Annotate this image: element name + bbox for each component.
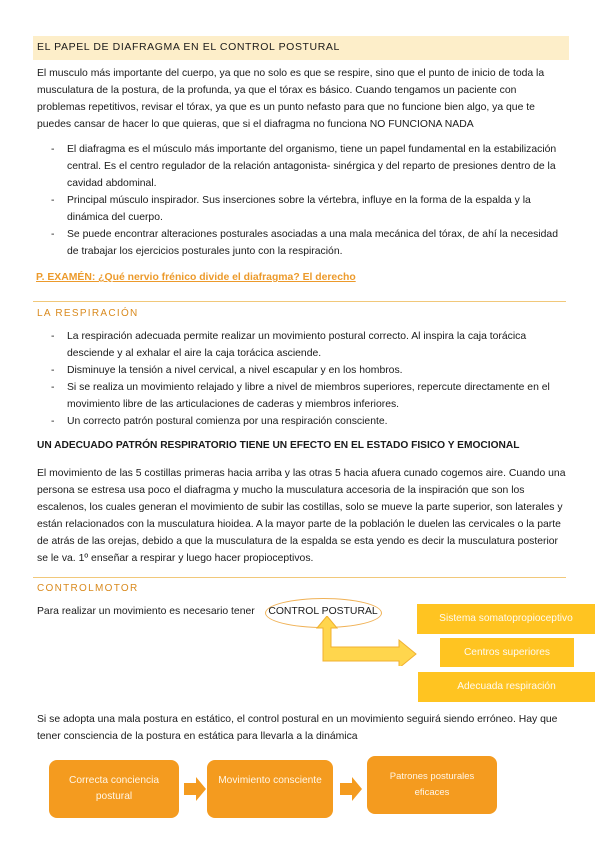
list-item: - Principal músculo inspirador. Sus inserciones sobre la vértebra, influye en la forma de la espalda y la dinámica del cuerpo. bbox=[37, 192, 565, 226]
flow-step-conscious-movement bbox=[207, 760, 333, 818]
flow-step-postural-awareness bbox=[49, 760, 179, 818]
section-header-diaphragm bbox=[33, 36, 569, 60]
flow-step-label: Patrones posturales eficaces bbox=[389, 771, 475, 798]
flow-step-label: Correcta conciencia postural bbox=[68, 775, 160, 802]
box-higher-centers: Centros superiores bbox=[440, 638, 574, 667]
breathing-effect-heading: UN ADECUADO PATRÓN RESPIRATORIO TIENE UN EFECTO EN EL ESTADO FISICO Y EMOCIONAL bbox=[37, 440, 520, 451]
list-item: - Disminuye la tensión a nivel cervical, a nivel escapular y en los hombros. bbox=[37, 362, 565, 379]
divider bbox=[33, 577, 566, 578]
arrow-right-icon bbox=[340, 777, 362, 801]
box-somatoproprioceptive: Sistema somatopropioceptivo bbox=[417, 604, 595, 634]
motor-control-intro: Para realizar un movimiento es necesario tener bbox=[37, 606, 255, 617]
postural-control-label: CONTROL POSTURAL bbox=[268, 606, 378, 617]
list-item: - Si se realiza un movimiento relajado y libre a nivel de miembros superiores, repercute directamente en el movimiento libre de las articulaciones de caderas y miembros inferiores. bbox=[37, 379, 565, 413]
bent-arrow-icon bbox=[300, 616, 420, 666]
breathing-paragraph: El movimiento de las 5 costillas primeras hacia arriba y las otras 5 hacia afuera cunado cogemos aire. Cuando una persona se estresa usa poco el diafragma y mucho la musculatura accesoria de la inspiración que son los escalenos, los cuales generan el movimiento de subir las costillas, solo se mueve la parte superior, son laterales y están relacionados con la musculatura hioidea. A la mayor parte de la población le duelen las cervicales o la parte de atrás de las orejas, debido a que la musculatura de la espalda se esta yendo es decir la musculatura posterior se le va. 1º enseñar a respirar y luego hacer propioceptivos. bbox=[37, 468, 566, 564]
list-item: - El diafragma es el músculo más importante del organismo, tiene un papel fundamental en la estabilización central. Es el centro regulador de la relación antagonista- sinérgica y del reparto de presiones dentro de la cavidad abdominal. bbox=[37, 141, 565, 192]
list-item: - Un correcto patrón postural comienza por una respiración consciente. bbox=[37, 413, 565, 430]
breathing-bullet-list bbox=[37, 328, 565, 430]
section-title-diaphragm: EL PAPEL DE DIAFRAGMA EN EL CONTROL POSTURAL bbox=[37, 41, 340, 53]
box-adequate-breathing: Adecuada respiración bbox=[418, 672, 595, 702]
static-posture-paragraph: Si se adopta una mala postura en estático, el control postural en un movimiento seguirá siendo erróneo. Hay que tener consciencia de la postura en estática para llevarla a la dinámica bbox=[37, 714, 558, 742]
flow-step-label: Movimiento consciente bbox=[218, 775, 322, 786]
divider bbox=[33, 301, 566, 302]
diaphragm-paragraph: El musculo más importante del cuerpo, ya que no solo es que se respire, sino que el punto de inicio de toda la musculatura de la postura, de la profunda, ya que el tórax es básico. Cuando tengamos un paciente con problemas repetitivos, revisar el tórax, ya que es un punto nefasto para que no funcione bien algo, ya que te puedes cansar de hacer lo que quieras, que si el diafragma no funciona NO FUNCIONA NADA bbox=[37, 68, 545, 130]
diaphragm-bullet-list bbox=[37, 141, 565, 260]
arrow-right-icon bbox=[184, 777, 206, 801]
section-title-breathing: LA RESPIRACIÓN bbox=[37, 308, 139, 319]
list-item: - Se puede encontrar alteraciones posturales asociadas a una mala mecánica del tórax, de ahí la necesidad de trabajar los ejercicios posturales junto con la respiración. bbox=[37, 226, 565, 260]
flow-step-effective-patterns bbox=[367, 756, 497, 814]
section-title-motor-control: CONTROLMOTOR bbox=[37, 583, 139, 594]
exam-question-note: P. EXAMÉN: ¿Qué nervio frénico divide el diafragma? El derecho bbox=[36, 272, 356, 283]
list-item: - La respiración adecuada permite realizar un movimiento postural correcto. Al inspira la caja torácica desciende y al exhalar el aire la caja torácica asciende. bbox=[37, 328, 565, 362]
